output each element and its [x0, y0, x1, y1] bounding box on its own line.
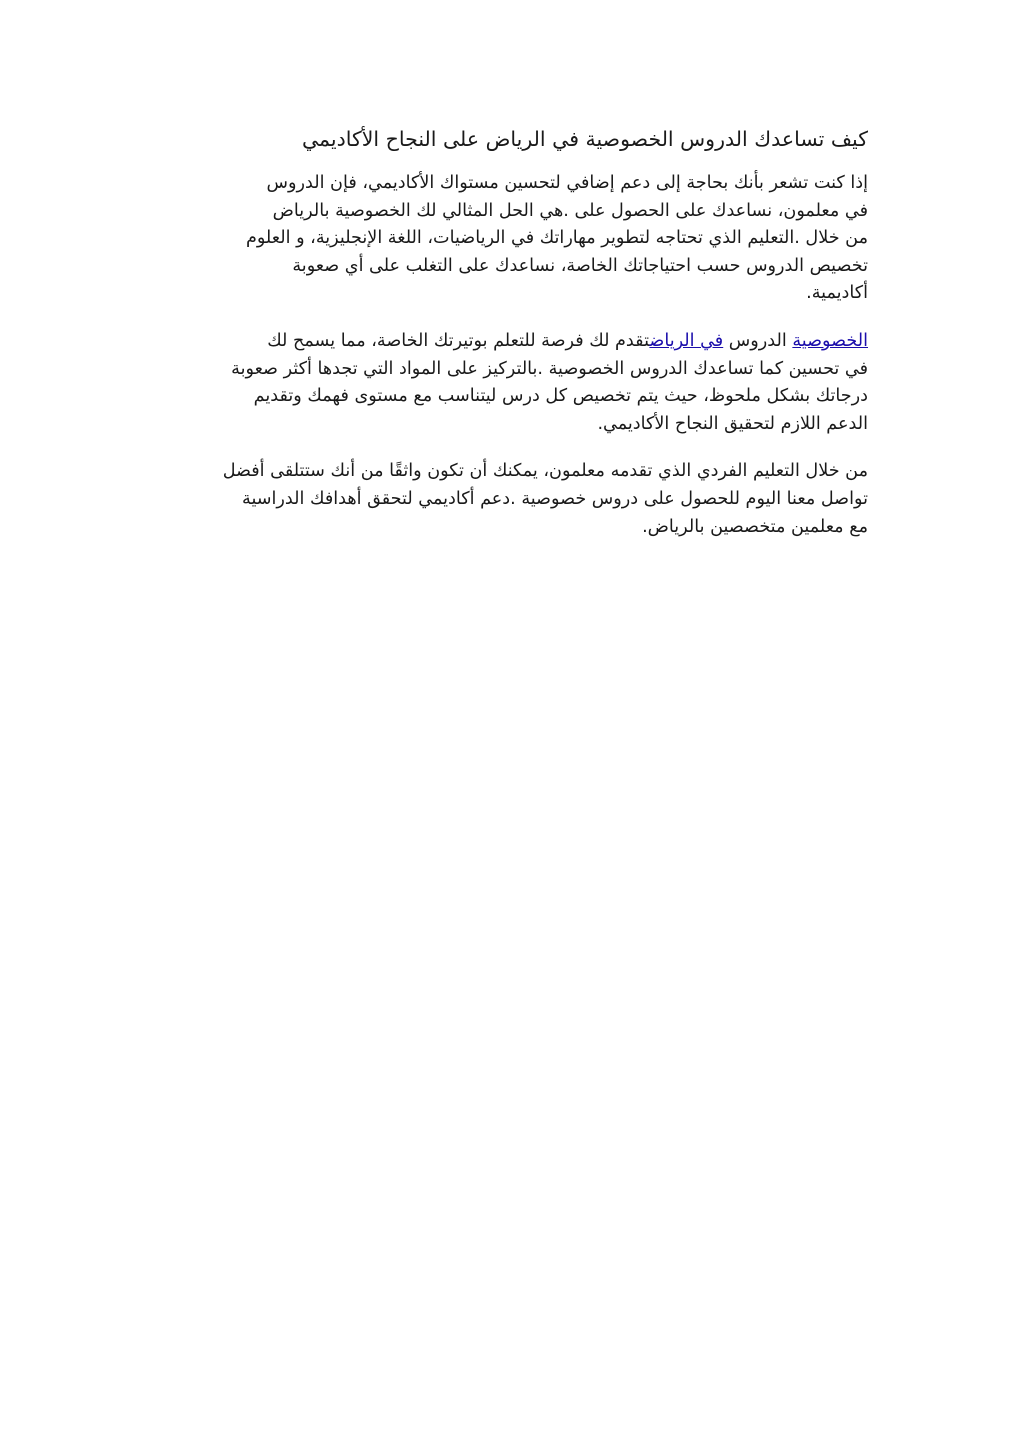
paragraph-line: من خلال .التعليم الذي تحتاجه لتطوير مهاراتك في الرياضيات، اللغة الإنجليزية، و العلوم: [245, 228, 868, 249]
paragraph-spacer: [148, 308, 868, 328]
link-in-riyadh[interactable]: في الرياض: [649, 330, 724, 351]
paragraph-benefits: [148, 328, 868, 438]
paragraph-line: إذا كنت تشعر بأنك بحاجة إلى دعم إضافي لتحسين مستواك الأكاديمي، فإن الدروس: [266, 173, 868, 193]
paragraph-line: .الدعم اللازم لتحقيق النجاح الأكاديمي: [597, 413, 868, 434]
paragraph-line: تواصل معنا اليوم للحصول على دروس خصوصية .دعم أكاديمي لتحقق أهدافك الدراسية: [242, 488, 868, 509]
paragraph-line: درجاتك بشكل ملحوظ، حيث يتم تخصيص كل درس ليتناسب مع مستوى فهمك وتقديم: [253, 386, 868, 407]
paragraph-intro: [148, 170, 868, 308]
link-tutoring-private[interactable]: الخصوصية: [792, 330, 868, 351]
document-body: [148, 122, 868, 541]
paragraph-line: من خلال التعليم الفردي الذي تقدمه معلمون، يمكنك أن تكون واثقًا من أنك ستتلقى أفضل: [222, 461, 868, 482]
paragraph-spacer: [148, 438, 868, 458]
paragraph-contact: [148, 458, 868, 541]
paragraph-line: في تحسين كما تساعدك الدروس الخصوصية .بالتركيز على المواد التي تجدها أكثر صعوبة: [231, 358, 868, 379]
paragraph-line: في معلمون، نساعدك على الحصول على .هي الحل المثالي لك الخصوصية بالرياض: [272, 200, 868, 221]
document-title: كيف تساعدك الدروس الخصوصية في الرياض على النجاح الأكاديمي: [301, 127, 868, 151]
text-segment: الدروس: [723, 330, 793, 351]
paragraph-line: .مع معلمين متخصصين بالرياض: [642, 516, 868, 537]
text-segment: تقدم لك فرصة للتعلم بوتيرتك الخاصة، مما يسمح لك: [267, 330, 650, 351]
paragraph-line-with-links: [148, 328, 868, 356]
paragraph-line: تخصيص الدروس حسب احتياجاتك الخاصة، نساعدك على التغلب على أي صعوبة: [292, 255, 868, 276]
paragraph-line: .أكاديمية: [806, 283, 868, 304]
